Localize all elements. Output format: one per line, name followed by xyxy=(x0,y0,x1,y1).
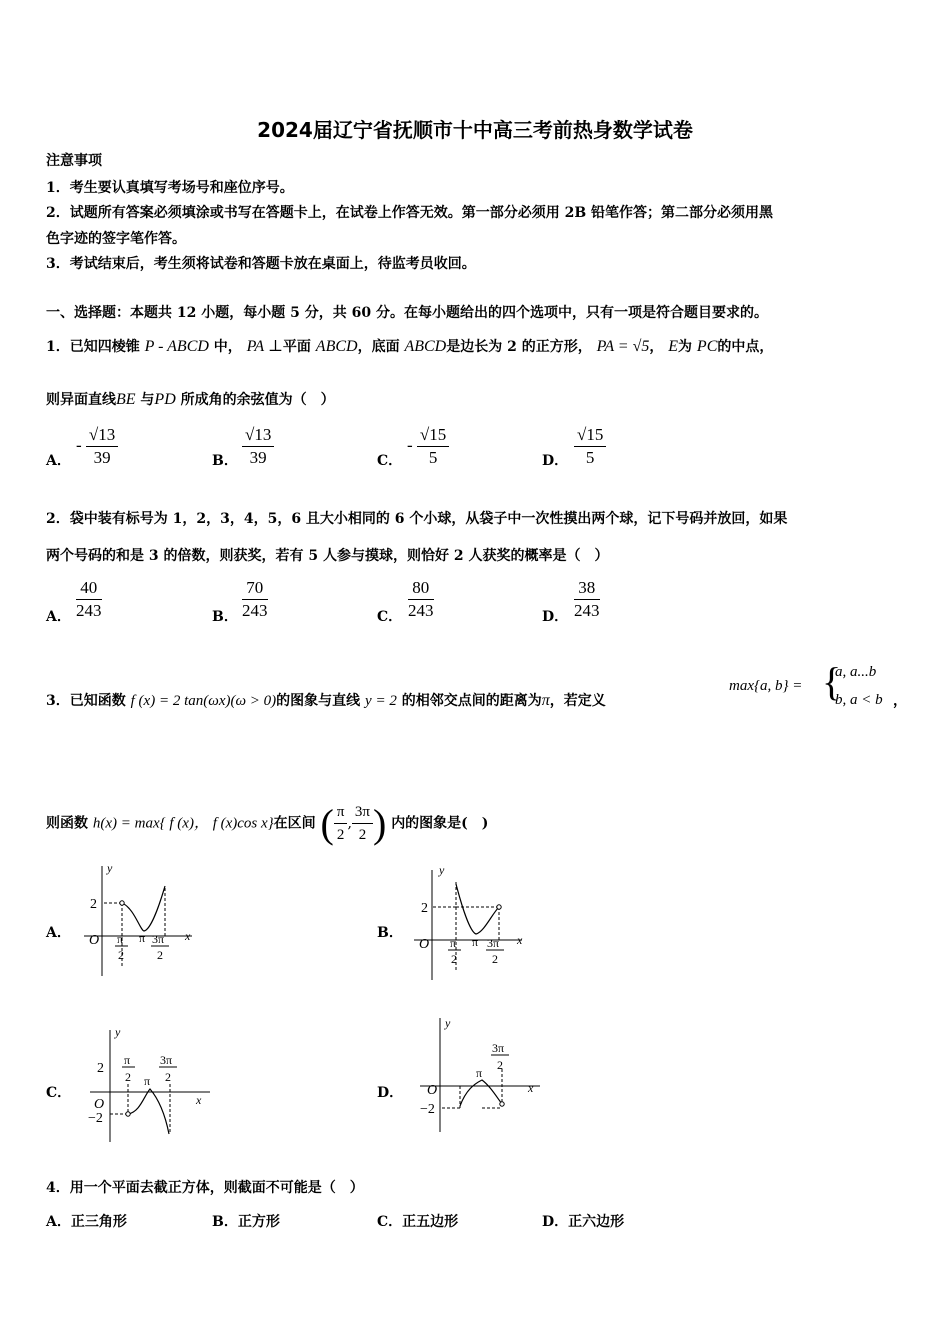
tick-three-pi-den: 2 xyxy=(492,952,498,966)
q3-comma: ， xyxy=(893,693,907,709)
tick-half-pi-num: π xyxy=(450,936,457,950)
tick-label-2: 2 xyxy=(421,901,428,916)
q3-graph-d xyxy=(412,1014,547,1138)
tick-three-pi-den: 2 xyxy=(497,1058,503,1072)
tick-label-neg-2: −2 xyxy=(420,1102,435,1117)
tick-half-pi-den: 2 xyxy=(451,952,457,966)
notice-item: 色字迹的签字笔作答。 xyxy=(46,231,186,247)
q3-max-def: max{a, b} = xyxy=(729,678,803,694)
q3-brace: { xyxy=(822,659,842,704)
notice-item: 2．试题所有答案必须填涂或书写在答题卡上，在试卷上作答无效。第一部分必须用 2B 铅笔作答；第二部分必须用黑 xyxy=(46,205,774,221)
tick-label-2: 2 xyxy=(90,897,97,912)
tick-half-pi-num: π xyxy=(124,1053,131,1067)
q3-stem-line1: 3．已知函数 f (x) = 2 tan(ωx)(ω > 0)的图象与直线 y = 2 的相邻交点间的距离为π，若定义 xyxy=(46,692,606,709)
q1-option-c-value: - $\frac{√15}{5}$ xyxy=(407,424,449,469)
q2-stem-line2: 两个号码的和是 3 的倍数，则获奖，若有 5 人参与摸球，则恰好 2 人获奖的概率是（ ） xyxy=(46,548,609,564)
q1-option-c[interactable]: C． xyxy=(377,453,403,469)
q1-option-a-value: - $\frac{√13}{39}$ xyxy=(76,424,118,469)
notice-item: 1．考生要认真填写考场号和座位序号。 xyxy=(46,180,294,196)
tick-three-pi-den: 2 xyxy=(165,1070,171,1084)
q2-option-a[interactable]: A． xyxy=(46,609,71,625)
q2-stem-line1: 2．袋中装有标号为 1，2，3，4，5，6 且大小相同的 6 个小球，从袋子中一次性摸出两个球，记下号码并放回，如果 xyxy=(46,511,788,527)
tick-pi: π xyxy=(472,935,479,949)
tick-pi: π xyxy=(144,1074,151,1088)
tick-three-pi-num: 3π xyxy=(160,1053,173,1067)
tick-half-pi-num: π xyxy=(117,932,124,946)
q3-graph-a xyxy=(74,858,204,982)
q4-stem: 4．用一个平面去截正方体，则截面不可能是（ ） xyxy=(46,1180,364,1196)
tick-label-2: 2 xyxy=(97,1061,104,1076)
y-axis-label: y xyxy=(439,863,445,877)
q4-option-a[interactable]: A．正三角形 xyxy=(46,1214,127,1230)
q1-option-b[interactable]: B． xyxy=(212,453,238,469)
q3-option-c[interactable]: C． xyxy=(46,1085,72,1101)
origin-label: O xyxy=(94,1097,105,1112)
x-axis-label: x xyxy=(185,929,191,943)
page-title: 2024届辽宁省抚顺市十中高三考前热身数学试卷 xyxy=(257,118,693,142)
q1-option-a[interactable]: A． xyxy=(46,453,71,469)
notice-heading: 注意事项 xyxy=(46,153,102,169)
tick-three-pi-den: 2 xyxy=(157,948,163,962)
tick-pi: π xyxy=(476,1066,483,1080)
notice-item: 3．考试结束后，考生须将试卷和答题卡放在桌面上，待监考员收回。 xyxy=(46,256,476,272)
x-axis-label: x xyxy=(517,933,523,947)
section-heading: 一、选择题：本题共 12 小题，每小题 5 分，共 60 分。在每小题给出的四个选项中，只有一项是符合题目要求的。 xyxy=(46,305,768,321)
origin-label: O xyxy=(89,933,100,948)
q3-option-b[interactable]: B． xyxy=(377,925,403,941)
origin-label: O xyxy=(427,1083,438,1098)
q2-option-d-value: $\frac{38}{243}$ xyxy=(574,578,600,620)
tick-three-pi-num: 3π xyxy=(492,1041,505,1055)
x-axis-label: x xyxy=(196,1093,202,1107)
tick-half-pi-den: 2 xyxy=(125,1070,131,1084)
q4-option-b[interactable]: B．正方形 xyxy=(212,1214,280,1230)
q3-option-a[interactable]: A． xyxy=(46,925,71,941)
tick-half-pi-den: 2 xyxy=(118,948,124,962)
q2-option-c-value: $\frac{80}{243}$ xyxy=(408,578,434,620)
q2-option-b-value: $\frac{70}{243}$ xyxy=(242,578,268,620)
tick-pi: π xyxy=(139,931,146,945)
q3-graph-b xyxy=(404,862,534,986)
q1-option-d-value: $\frac{√15}{5}$ xyxy=(574,424,606,469)
x-axis-label: x xyxy=(528,1081,534,1095)
q2-option-c[interactable]: C． xyxy=(377,609,403,625)
q2-option-a-value: $\frac{40}{243}$ xyxy=(76,578,102,620)
q3-case-1: a, a...b xyxy=(835,664,877,680)
q2-option-b[interactable]: B． xyxy=(212,609,238,625)
y-axis-label: y xyxy=(445,1016,451,1030)
q3-stem-line2: 则函数 h(x) = max{ f (x)， f (x)cos x}在区间 ( $\frac{\pi}{2}$ , $\frac{3\pi}{2}$ ) 内的图象是( ) xyxy=(46,801,489,846)
q3-option-d[interactable]: D． xyxy=(377,1085,404,1101)
q3-graph-c xyxy=(80,1024,215,1148)
y-axis-label: y xyxy=(115,1025,121,1039)
q1-option-b-value: $\frac{√13}{39}$ xyxy=(242,424,274,469)
tick-three-pi-num: 3π xyxy=(487,936,500,950)
y-axis-label: y xyxy=(107,861,113,875)
q2-option-d[interactable]: D． xyxy=(542,609,569,625)
q1-option-d[interactable]: D． xyxy=(542,453,569,469)
q1-stem-line2: 则异面直线BE 与PD 所成角的余弦值为（ ） xyxy=(46,391,335,408)
tick-label-neg-2: −2 xyxy=(88,1111,103,1126)
q4-option-d[interactable]: D．正六边形 xyxy=(542,1214,625,1230)
q1-stem-line1: 1．已知四棱锥 P - ABCD 中， PA ⊥平面 ABCD，底面 ABCD是边长为 2 的正方形， PA = √5， E为 PC的中点， xyxy=(46,338,774,355)
tick-three-pi-num: 3π xyxy=(152,932,165,946)
q3-case-2: b, a < b xyxy=(835,692,883,708)
origin-label: O xyxy=(419,937,430,952)
q4-option-c[interactable]: C．正五边形 xyxy=(377,1214,459,1230)
